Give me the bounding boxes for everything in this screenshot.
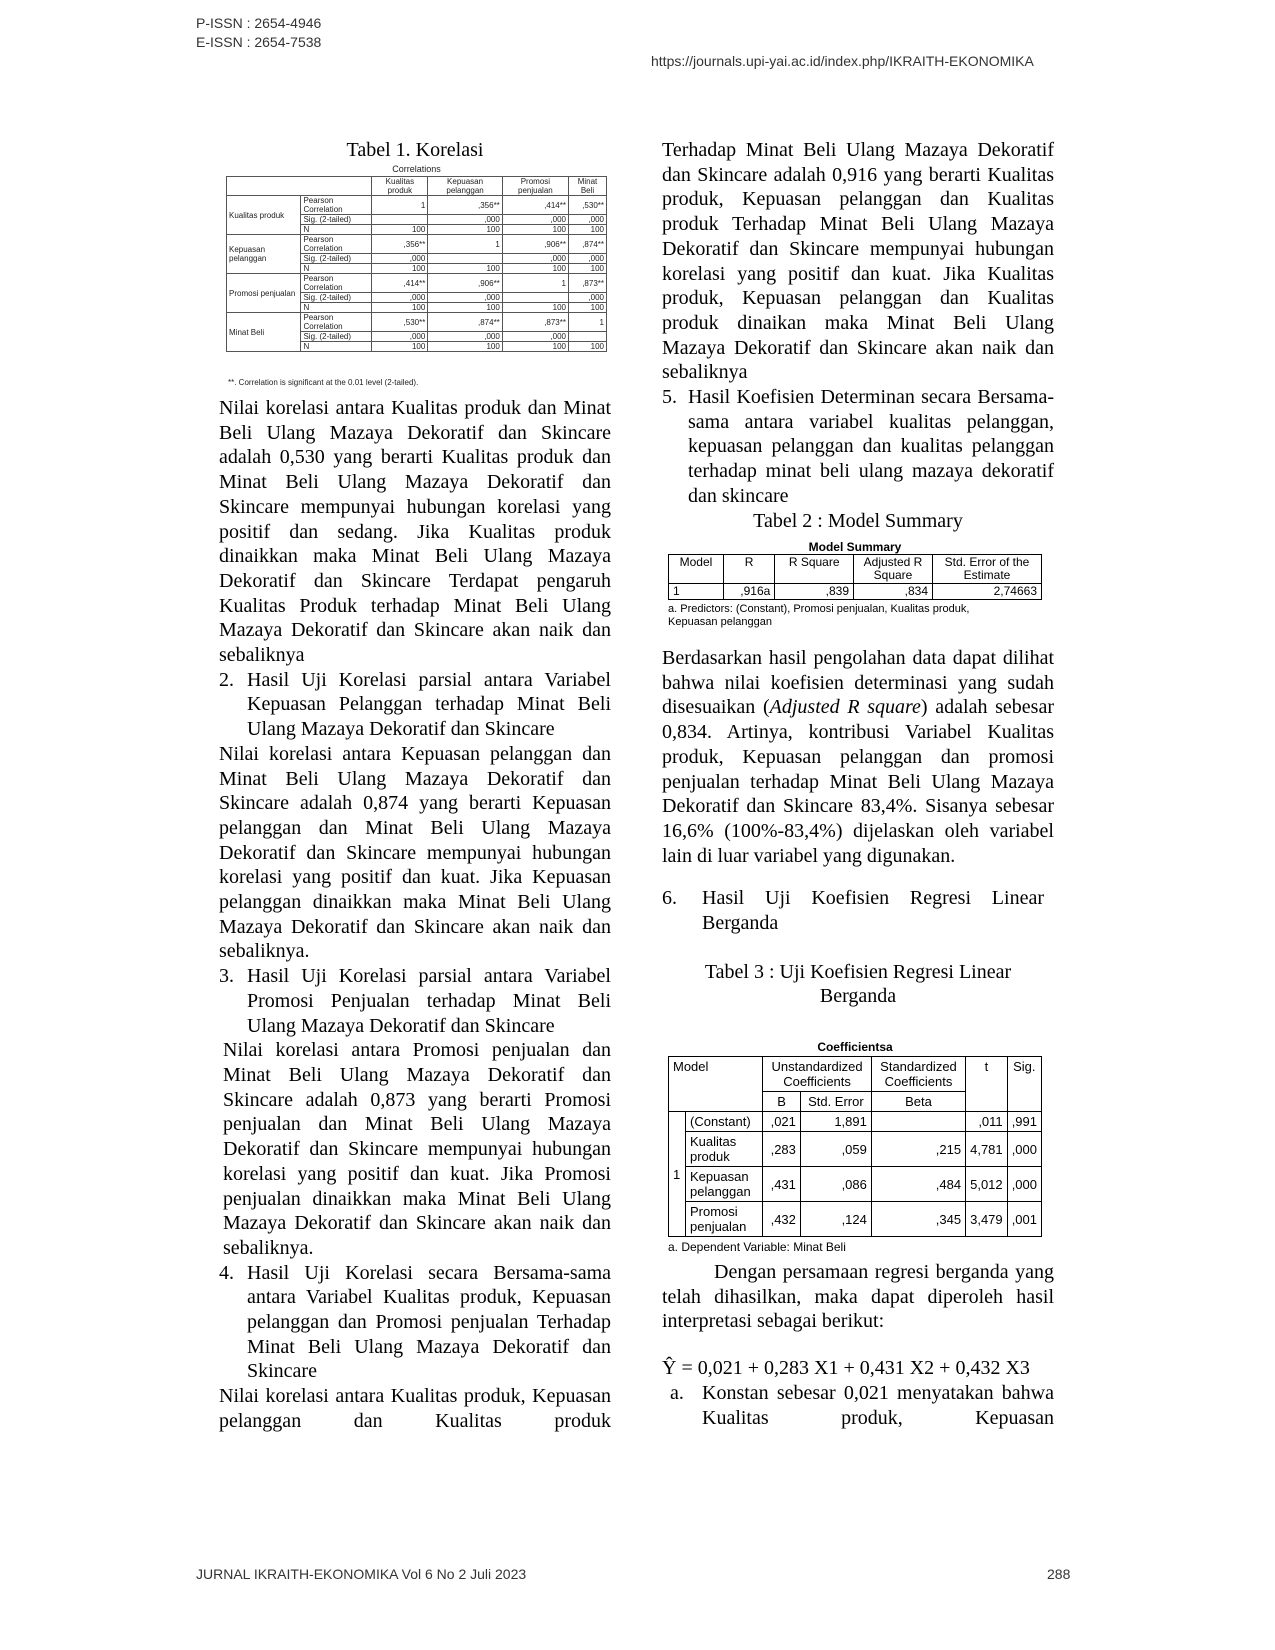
header-row [227,177,607,196]
cell: 1 [372,196,428,215]
col-header: Std. Error of the Estimate [933,555,1042,584]
cell: 100 [428,225,502,235]
cell: ,086 [800,1167,871,1202]
cell: ,530** [568,196,606,215]
right-text-top [662,138,1054,533]
cell: ,991 [1007,1112,1041,1132]
cell: 1 [502,274,568,293]
table2-title: Tabel 2 : Model Summary [753,509,963,532]
predictor-name: (Constant) [686,1112,763,1132]
list-item-4 [219,1261,611,1385]
row-stat: Pearson Correlation [301,313,372,332]
table-row [227,274,607,293]
col-header: Unstandardized Coefficients [763,1057,872,1092]
col-header: Kualitas produk [372,177,428,196]
predictor-name: Promosi penjualan [686,1202,763,1237]
cell: ,000 [502,215,568,225]
cell: 100 [568,342,606,352]
list-text: Hasil Koefisien Determinan secara Bersama-sama antara variabel kualitas pelanggan, kepuasan pelanggan dan kualitas pelanggan terhadap minat beli ulang mazaya dekoratif dan skincare [688,386,1054,507]
table-row [669,1167,1042,1202]
cell: ,356** [428,196,502,215]
row-stat: Sig. (2-tailed) [301,293,372,303]
left-paragraph-1: Nilai korelasi antara Kualitas produk dan Minat Beli Ulang Mazaya Dekoratif dan Skincare adalah 0,530 yang berarti Kualitas produk dan Minat Beli Ulang Mazaya Dekoratif dan Skincare mempunyai hubungan korelasi yang positif dan sedang. Jika Kualitas produk dinaikkan maka Minat Beli Ulang Mazaya Dekoratif dan Skincare Terdapat pengaruh Kualitas Produk terhadap Minat Beli Ulang Mazaya Dekoratif dan Skincare akan naik dan sebaliknya [219,397,611,667]
cell: ,000 [502,332,568,342]
cell: ,484 [871,1167,965,1202]
row-stat: N [301,303,372,313]
left-paragraph-3: Nilai korelasi antara Promosi penjualan dan Minat Beli Ulang Mazaya Dekoratif dan Skincare adalah 0,873 yang berarti Promosi penjualan dan Minat Beli Ulang Mazaya Dekoratif dan Skincare mempunyai hubungan korelasi yang positif dan kuat. Jika Promosi penjualan dinaikkan maka Minat Beli Ulang Mazaya Dekoratif dan Skincare akan naik dan sebaliknya. [223,1039,611,1259]
cell: 100 [372,342,428,352]
list-text: Hasil Uji Korelasi parsial antara Variabel Kepuasan Pelanggan terhadap Minat Beli Ulang Mazaya Dekoratif dan Skincare [247,668,611,741]
row-group: Minat Beli [227,313,301,352]
list-text: Hasil Uji Korelasi parsial antara Variabel Promosi Penjualan terhadap Minat Beli Ulang Mazaya Dekoratif dan Skincare [247,965,611,1037]
left-text [219,396,611,1434]
cell: ,215 [871,1132,965,1167]
cell: 100 [502,225,568,235]
blank-cell [227,177,372,196]
cell: ,873** [502,313,568,332]
cell: ,000 [428,215,502,225]
table3-title: Tabel 3 : Uji Koefisien Regresi Linear Berganda [704,960,1012,1008]
cell: ,345 [871,1202,965,1237]
row-stat: Pearson Correlation [301,196,372,215]
cell: ,906** [428,274,502,293]
col-header: Minat Beli [568,177,606,196]
cell: ,839 [775,584,854,600]
col-header: Kepuasan pelanggan [428,177,502,196]
right-paragraph-2: Berdasarkan hasil pengolahan data dapat dilihat bahwa nilai koefisien determinasi yang sudah disesuaikan (Adjusted R square) adalah sebesar 0,834. Artinya, kontribusi Variabel Kualitas produk, Kepuasan pelanggan dan promosi penjualan terhadap Minat Beli Ulang Mazaya Dekoratif dan Skincare 83,4%. Sisanya sebesar 16,6% (100%-83,4%) dijelaskan oleh variabel lain di luar variabel yang digunakan. [662,647,1054,867]
list-number: a. [670,1381,684,1404]
row-stat: N [301,225,372,235]
cell: 100 [428,264,502,274]
e-issn: E-ISSN : 2654-7538 [196,34,322,50]
list-item-2 [219,668,611,742]
cell: ,356** [372,235,428,254]
cell: 100 [568,264,606,274]
col-header: Standardized Coefficients [871,1057,965,1092]
cell: 100 [372,264,428,274]
col-header: t [966,1057,1008,1112]
table1-title: Tabel 1. Korelasi [346,139,484,161]
table-row [669,1132,1042,1167]
regression-equation: Ŷ = 0,021 + 0,283 X1 + 0,431 X2 + 0,432 X3 [662,1357,1030,1380]
cell: 5,012 [966,1167,1008,1202]
cell: ,834 [854,584,933,600]
right-text-bottom [662,1260,1054,1430]
row-group: Promosi penjualan [227,274,301,313]
table-row [227,196,607,215]
cell: 100 [502,342,568,352]
col-header: Adjusted R Square [854,555,933,584]
cell: 1 [568,313,606,332]
cell: ,432 [763,1202,801,1237]
table-row [669,1202,1042,1237]
col-header: Beta [871,1092,965,1112]
cell: 100 [502,264,568,274]
predictor-name: Kualitas produk [686,1132,763,1167]
col-header: R Square [775,555,854,584]
list-item-a [662,1381,1054,1430]
col-header: Sig. [1007,1057,1041,1112]
cell: 2,74663 [933,584,1042,600]
cell: ,000 [568,215,606,225]
cell: 100 [372,303,428,313]
right-paragraph-1: Terhadap Minat Beli Ulang Mazaya Dekoratif dan Skincare adalah 0,916 yang berarti Kualitas produk, Kepuasan pelanggan dan Kualitas produk Terhadap Minat Beli Ulang Mazaya Dekoratif dan Skincare mempunyai hubungan korelasi yang positif dan kuat. Jika Kualitas produk, Kepuasan pelanggan dan Kualitas produk dinaikan maka Minat Beli Ulang Mazaya Dekoratif dan Skincare akan naik dan sebaliknya [662,139,1054,384]
list-number: 2. [219,668,234,691]
cell: ,124 [800,1202,871,1237]
predictor-name: Kepuasan pelanggan [686,1167,763,1202]
cell: ,000 [372,254,428,264]
table1-caption: Correlations [392,164,441,174]
list-item-3 [219,964,611,1038]
cell: ,000 [428,332,502,342]
cell: 1 [428,235,502,254]
cell: ,873** [568,274,606,293]
left-paragraph-4: Nilai korelasi antara Kualitas produk, Kepuasan pelanggan dan Kualitas produk [219,1385,611,1432]
cell: 100 [568,303,606,313]
cell: 4,781 [966,1132,1008,1167]
cell: ,000 [1007,1167,1041,1202]
col-header: B [763,1092,801,1112]
italic-term: Adjusted R square [769,696,921,719]
row-stat: Pearson Correlation [301,235,372,254]
table-row [227,235,607,254]
cell: 100 [568,225,606,235]
row-stat: Pearson Correlation [301,274,372,293]
table3-caption: Coefficientsa [817,1040,893,1054]
row-group: Kualitas produk [227,196,301,235]
cell: ,000 [372,293,428,303]
row-group: Kepuasan pelanggan [227,235,301,274]
table3-note: a. Dependent Variable: Minat Beli [668,1240,846,1254]
model-summary [668,540,1042,629]
cell: 100 [502,303,568,313]
cell: ,000 [1007,1132,1041,1167]
p-issn: P-ISSN : 2654-4946 [196,15,322,31]
right-text-mid [662,646,1054,1009]
cell: ,000 [372,332,428,342]
row-stat: Sig. (2-tailed) [301,254,372,264]
cell: ,414** [502,196,568,215]
model-summary-table [668,554,1042,600]
table1-note: **. Correlation is significant at the 0.01 level (2-tailed). [228,378,419,387]
page-number: 288 [1047,1566,1071,1582]
row-stat: N [301,264,372,274]
cell: 3,479 [966,1202,1008,1237]
cell [568,332,606,342]
cell: ,001 [1007,1202,1041,1237]
cell: ,021 [763,1112,801,1132]
cell: ,000 [568,254,606,264]
table-row [669,1112,1042,1132]
cell [428,254,502,264]
cell: ,059 [800,1132,871,1167]
list-number: 4. [219,1261,234,1284]
col-header: Std. Error [800,1092,871,1112]
cell [502,293,568,303]
cell: ,414** [372,274,428,293]
footer-journal: JURNAL IKRAITH-EKONOMIKA Vol 6 No 2 Juli 2023 [196,1566,527,1582]
cell: 100 [428,303,502,313]
list-item-6 [662,886,1054,935]
cell [372,215,428,225]
col-header: R [723,555,774,584]
cell: ,000 [428,293,502,303]
correlations-table [226,176,607,352]
list-text: Hasil Uji Koefisien Regresi Linear Berganda [702,887,1044,935]
row-stat: Sig. (2-tailed) [301,332,372,342]
table-row [227,313,607,332]
right-paragraph-3: Dengan persamaan regresi berganda yang telah dihasilkan, maka dapat diperoleh hasil interpretasi sebagai berikut: [662,1261,1054,1333]
left-paragraph-2: Nilai korelasi antara Kepuasan pelanggan dan Minat Beli Ulang Mazaya Dekoratif dan Skincare adalah 0,874 yang berarti Kepuasan pelanggan dan Minat Beli Ulang Mazaya Dekoratif dan Skincare mempunyai hubungan korelasi yang positif dan kuat. Jika Kepuasan pelanggan dinaikkan maka Minat Beli Ulang Mazaya Dekoratif dan Skincare akan naik dan sebaliknya. [219,742,611,963]
cell: ,874** [428,313,502,332]
cell: ,874** [568,235,606,254]
cell: ,530** [372,313,428,332]
cell [871,1112,965,1132]
row-stat: Sig. (2-tailed) [301,215,372,225]
row-stat: N [301,342,372,352]
list-number: 6. [662,887,677,910]
list-text: Hasil Uji Korelasi secara Bersama-sama antara Variabel Kualitas produk, Kepuasan pelanggan dan Promosi penjualan Terhadap Minat Beli Ulang Mazaya Dekoratif dan Skincare [247,1261,611,1383]
cell: 100 [372,225,428,235]
list-item-5 [662,385,1054,509]
cell: ,000 [502,254,568,264]
col-header: Model [669,1057,763,1112]
cell: 1,891 [800,1112,871,1132]
list-text: Konstan sebesar 0,021 menyatakan bahwa Kualitas produk, Kepuasan [702,1381,1054,1429]
list-number: 3. [219,965,234,988]
cell: 1 [669,584,724,600]
table2-caption: Model Summary [808,540,902,554]
coefficients-table [668,1056,1042,1237]
cell: ,916a [723,584,774,600]
cell: ,906** [502,235,568,254]
col-header: Model [669,555,724,584]
col-header: Promosi penjualan [502,177,568,196]
cell: ,283 [763,1132,801,1167]
cell: ,431 [763,1167,801,1202]
coefficients [668,1038,1042,1254]
table2-note: a. Predictors: (Constant), Promosi penjualan, Kualitas produk, Kepuasan pelanggan [668,603,970,628]
journal-url: https://journals.upi-yai.ac.id/index.php/IKRAITH-EKONOMIKA [651,53,1034,69]
cell: ,011 [966,1112,1008,1132]
cell: 100 [428,342,502,352]
cell: ,000 [568,293,606,303]
list-number: 5. [662,386,677,409]
model-number: 1 [669,1112,686,1237]
left-column [219,138,611,163]
